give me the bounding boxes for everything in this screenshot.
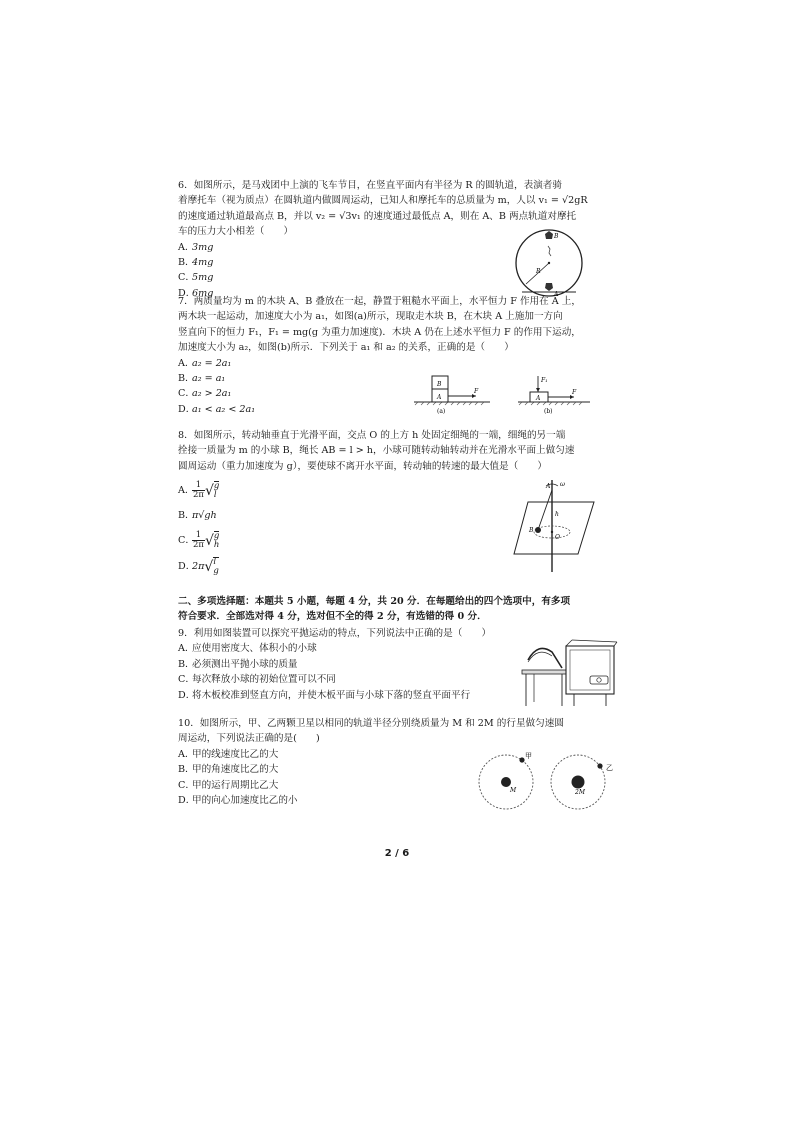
q7-option-a[interactable]: A．a₂ = 2a₁ xyxy=(178,357,232,369)
q8c-fraction: $\frac{1}{2\pi}$ xyxy=(193,530,204,550)
q8-figure xyxy=(512,476,596,574)
q6-line-4: 车的压力大小相差（ ） xyxy=(178,226,294,238)
q10-option-b[interactable]: B．甲的角速度比乙的大 xyxy=(178,764,279,776)
satellite-orbits-diagram xyxy=(470,748,620,812)
q7-line-4: 加速度大小为 a₂，如图(b)所示．下列关于 a₁ 和 a₂ 的关系，正确的是（ ） xyxy=(178,342,514,354)
q8a-fraction: $\frac{1}{2\pi}$ xyxy=(193,480,204,500)
q6-option-d[interactable]: D．6mg xyxy=(178,287,214,299)
q8c-radical: √ xyxy=(205,532,214,549)
q10-option-d[interactable]: D．甲的向心加速度比乙的小 xyxy=(178,795,298,807)
q6-fig-label-b: B xyxy=(554,233,559,240)
q10-figure xyxy=(470,748,620,812)
q7-line-3: 竖直向下的恒力 F₁，F₁ = mg(g 为重力加速度)．木块 A 仍在上述水平恒力 F 的作用下运动， xyxy=(178,326,581,338)
q8-fig-label-b: B xyxy=(529,527,534,534)
section-2-line-2: 符合要求．全部选对得 4 分，选对但不全的得 2 分，有选错的得 0 分． xyxy=(178,611,487,623)
q6-option-a[interactable]: A．3mg xyxy=(178,241,214,253)
block-with-force-diagram xyxy=(516,372,592,416)
q9-option-c[interactable]: C．每次释放小球的初始位置可以不同 xyxy=(178,674,336,686)
q7a-label-f: F xyxy=(474,388,479,395)
q7-figure-b xyxy=(516,372,592,416)
q8-option-b[interactable]: B．π√gh xyxy=(178,510,217,521)
q8-line-3: 圆周运动（重力加速度为 g），要使球不离开水平面，转动轴的转速的最大值是（ ） xyxy=(178,460,547,472)
q7-option-b[interactable]: B．a₂ = a₁ xyxy=(178,373,226,385)
q8-fig-label-a: A xyxy=(546,483,551,490)
q7a-label-a: A xyxy=(437,394,442,401)
q9-option-d[interactable]: D．将木板校准到竖直方向，并使木板平面与小球下落的竖直平面平行 xyxy=(178,689,471,701)
q6-fig-label-a: A xyxy=(554,291,559,298)
q8d-radical: √ xyxy=(204,558,214,575)
projectile-apparatus-diagram xyxy=(520,636,618,708)
q10-fig-label-jia: 甲 xyxy=(525,752,532,760)
rotating-axis-diagram xyxy=(512,476,596,574)
q10-fig-label-m: M xyxy=(510,787,517,794)
q10-line-2: 周运动，下列说法正确的是( ) xyxy=(178,733,320,745)
q6-fig-label-r: R xyxy=(536,268,541,275)
q9-option-b[interactable]: B．必须测出平抛小球的质量 xyxy=(178,658,298,670)
section-2-header xyxy=(178,594,614,625)
q7-line-2: 两木块一起运动，加速度大小为 a₁，如图(a)所示，现取走木块 B，在木块 A 上施加一方向 xyxy=(178,311,563,323)
q10-option-c[interactable]: C．甲的运行周期比乙大 xyxy=(178,779,279,791)
q7b-caption: (b) xyxy=(544,408,553,415)
page-number: 2 / 6 xyxy=(384,848,410,859)
q6-line-2: 着摩托车（视为质点）在圆轨道内做圆周运动，已知人和摩托车的总质量为 m，人以 v₁ = √2gR xyxy=(178,195,588,207)
loop-track-diagram xyxy=(512,226,586,300)
q8-option-d[interactable]: D．2π√ l g xyxy=(178,557,219,576)
q10-fig-label-yi: 乙 xyxy=(606,764,613,772)
q8-line-2: 拴接一质量为 m 的小球 B，绳长 AB = l > h，小球可随转动轴转动并在光滑水平面上做匀速 xyxy=(178,445,575,457)
q8-fig-label-o: O xyxy=(555,534,560,541)
q7a-label-b: B xyxy=(437,381,442,388)
q7-line-1: 7．两质量均为 m 的木块 A、B 叠放在一起，静置于粗糙水平面上，水平恒力 F 作用在 A 上， xyxy=(178,296,581,307)
q8-options xyxy=(178,478,298,580)
stacked-blocks-diagram xyxy=(412,372,492,416)
q10-option-a[interactable]: A．甲的线速度比乙的大 xyxy=(178,748,279,760)
q7b-label-a: A xyxy=(536,395,541,402)
q6-line-1: 6．如图所示，是马戏团中上演的飞车节目，在竖直平面内有半径为 R 的圆轨道，表演者骑 xyxy=(178,180,562,191)
q7-figure-a xyxy=(412,372,492,416)
q7b-label-f1: F₁ xyxy=(541,377,548,384)
q9-option-a[interactable]: A．应使用密度大、体积小的小球 xyxy=(178,643,317,655)
q8-fig-label-omega: ω xyxy=(560,481,565,488)
q8-option-c[interactable]: C． $\frac{1}{2\pi}$ √ g h xyxy=(178,530,220,550)
q7a-caption: (a) xyxy=(437,408,446,415)
q6-option-b[interactable]: B．4mg xyxy=(178,257,214,269)
section-2-line-1: 二、多项选择题：本题共 5 小题，每题 4 分，共 20 分．在每题给出的四个选项中，有多项 xyxy=(178,596,571,607)
q8-line-1: 8．如图所示，转动轴垂直于光滑平面，交点 O 的上方 h 处固定细绳的一端，细绳的另一端 xyxy=(178,430,566,441)
q8-option-a[interactable]: A． $\frac{1}{2\pi}$ √ g l xyxy=(178,480,220,500)
q7-option-c[interactable]: C．a₂ > 2a₁ xyxy=(178,388,232,400)
q9-figure xyxy=(520,636,618,708)
q6-option-c[interactable]: C．5mg xyxy=(178,272,214,284)
question-8 xyxy=(178,428,614,474)
q8a-radical: √ xyxy=(205,482,214,499)
q8-fig-label-h: h xyxy=(555,511,559,518)
q9-line-1: 9．利用如图装置可以探究平抛运动的特点，下列说法中正确的是（ ） xyxy=(178,628,492,639)
q10-line-1: 10．如图所示，甲、乙两颗卫星以相同的轨道半径分别绕质量为 M 和 2M 的行星做匀速圆 xyxy=(178,718,564,729)
q6-line-3: 的速度通过轨道最高点 B，并以 v₂ = √3v₁ 的速度通过最低点 A，则在 A、B 两点轨道对摩托 xyxy=(178,210,577,222)
q10-fig-label-2m: 2M xyxy=(575,789,585,796)
q7-option-d[interactable]: D．a₁ < a₂ < 2a₁ xyxy=(178,403,256,415)
q7b-label-f: F xyxy=(572,389,577,396)
q6-loop-figure xyxy=(512,226,586,300)
